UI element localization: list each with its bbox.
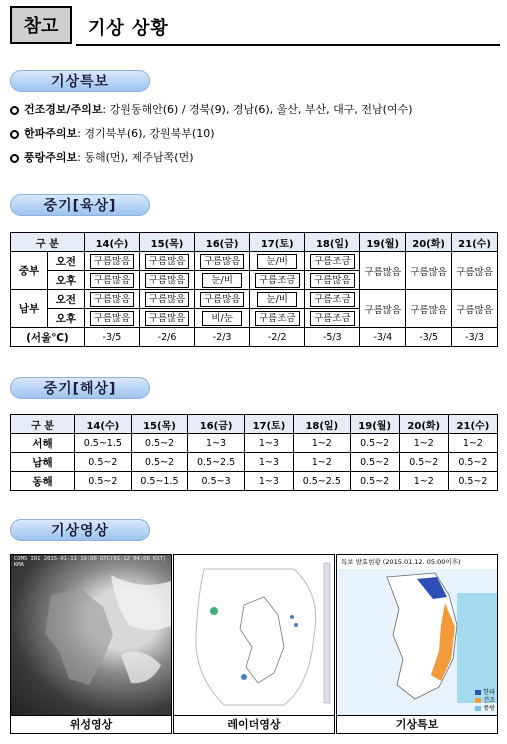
table-header-cell: 16(금) xyxy=(195,233,250,252)
table-header-cell: 구 분 xyxy=(11,415,75,434)
table-header-cell: 15(목) xyxy=(131,415,188,434)
warning-legend xyxy=(475,689,495,713)
warning-caption: 기상특보 xyxy=(336,716,498,734)
weather-cell: 구름조금 xyxy=(310,292,355,307)
wave-cell: 0.5~2 xyxy=(448,453,497,472)
weather-image-panel xyxy=(10,554,498,736)
warning-label: 건조경보/주의보 xyxy=(24,103,103,116)
satellite-image-label: COMS IR1 2015-01-11 19:00 UTC(01-12 04:00 KST) KMA xyxy=(14,556,167,568)
wave-cell: 0.5~2 xyxy=(448,472,497,491)
reference-tag: 참고 xyxy=(10,6,72,44)
wave-cell: 1~2 xyxy=(448,434,497,453)
table-header-row xyxy=(11,233,498,252)
table-header-cell: 15(목) xyxy=(139,233,194,252)
warning-item-dry xyxy=(10,98,413,122)
temp-cell: -2/2 xyxy=(250,328,305,347)
table-header-cell: 구 분 xyxy=(11,233,85,252)
section-land-forecast: 중기[육상] xyxy=(10,194,150,216)
warning-map-label: 특보 발효현황 (2015.01.12. 05:00이후) xyxy=(341,558,461,566)
radar-caption: 레이더영상 xyxy=(173,716,335,734)
weather-cell: 구름많음 xyxy=(310,273,355,288)
warning-label: 풍랑주의보 xyxy=(24,151,78,164)
table-header-cell: 21(수) xyxy=(448,415,497,434)
sea-name: 서해 xyxy=(11,434,75,453)
legend-swatch xyxy=(475,698,481,703)
warning-text: : 동해(먼), 제주남쪽(먼) xyxy=(77,151,194,164)
wave-cell: 1~3 xyxy=(244,472,293,491)
section-weather-images: 기상영상 xyxy=(10,519,150,541)
wave-cell: 1~3 xyxy=(188,434,245,453)
wave-cell: 0.5~2 xyxy=(75,453,132,472)
wave-cell: 1~2 xyxy=(293,453,350,472)
table-row xyxy=(11,453,498,472)
period-am: 오전 xyxy=(47,290,84,309)
sea-forecast-table xyxy=(10,414,498,491)
temp-cell: -3/4 xyxy=(360,328,406,347)
table-header-cell: 18(일) xyxy=(305,233,360,252)
wave-cell: 0.5~3 xyxy=(188,472,245,491)
table-header-cell: 17(토) xyxy=(244,415,293,434)
section-sea-forecast: 중기[해상] xyxy=(10,377,150,399)
table-header-cell: 18(일) xyxy=(293,415,350,434)
legend-label: 풍랑 xyxy=(483,705,495,712)
period-pm: 오후 xyxy=(47,271,84,290)
weather-cell: 눈/비 xyxy=(257,292,297,307)
region-south: 남부 xyxy=(11,290,48,328)
table-header-cell: 21(수) xyxy=(452,233,498,252)
period-pm: 오후 xyxy=(47,309,84,328)
table-header-cell: 20(화) xyxy=(406,233,452,252)
weather-cell: 구름많음 xyxy=(90,292,135,307)
weather-cell: 구름많음 xyxy=(145,311,190,326)
temp-cell: -5/3 xyxy=(305,328,360,347)
temp-cell: -3/5 xyxy=(84,328,139,347)
wave-cell: 0.5~2.5 xyxy=(293,472,350,491)
warning-label: 한파주의보 xyxy=(24,127,78,140)
wave-cell: 0.5~1.5 xyxy=(131,472,188,491)
wave-cell: 0.5~2 xyxy=(350,434,399,453)
temp-cell: -3/3 xyxy=(452,328,498,347)
wave-cell: 0.5~2 xyxy=(350,453,399,472)
table-header-cell: 14(수) xyxy=(75,415,132,434)
weather-cell: 구름많음 xyxy=(90,254,135,269)
wave-cell: 1~3 xyxy=(244,434,293,453)
weather-cell: 구름조금 xyxy=(255,311,300,326)
bullet-ring-icon xyxy=(10,130,19,139)
weather-cell: 구름많음 xyxy=(90,273,135,288)
sea-name: 남해 xyxy=(11,453,75,472)
header-divider xyxy=(76,44,500,46)
land-forecast-table xyxy=(10,232,498,347)
wave-cell: 0.5~2 xyxy=(75,472,132,491)
table-header-cell: 16(금) xyxy=(188,415,245,434)
wave-cell: 0.5~2 xyxy=(350,472,399,491)
table-header-cell: 14(수) xyxy=(84,233,139,252)
wave-cell: 1~3 xyxy=(244,453,293,472)
legend-swatch xyxy=(475,706,481,711)
wave-cell: 1~2 xyxy=(399,434,448,453)
wave-cell: 0.5~2 xyxy=(131,434,188,453)
table-row xyxy=(11,434,498,453)
satellite-caption: 위성영상 xyxy=(10,716,172,734)
table-header-cell: 19(월) xyxy=(350,415,399,434)
wave-cell: 1~2 xyxy=(399,472,448,491)
weather-cell: 구름많음 xyxy=(360,252,406,290)
weather-cell: 구름조금 xyxy=(255,273,300,288)
temp-cell: -2/6 xyxy=(139,328,194,347)
table-header-cell: 19(월) xyxy=(360,233,406,252)
weather-cell: 구름조금 xyxy=(310,254,355,269)
warning-map-icon xyxy=(337,555,498,716)
page-header xyxy=(10,6,500,46)
weather-cell: 눈/비 xyxy=(257,254,297,269)
section-special-warning: 기상특보 xyxy=(10,70,150,92)
weather-cell: 비/눈 xyxy=(202,311,242,326)
bullet-ring-icon xyxy=(10,154,19,163)
weather-cell: 구름조금 xyxy=(310,311,355,326)
warning-list xyxy=(10,98,413,170)
legend-swatch xyxy=(475,690,481,695)
table-row xyxy=(11,290,498,309)
weather-cell: 구름많음 xyxy=(145,292,190,307)
warning-item-wave xyxy=(10,146,413,170)
table-header-cell: 20(화) xyxy=(399,415,448,434)
table-row xyxy=(11,328,498,347)
table-row xyxy=(11,252,498,271)
temp-label: (서울℃) xyxy=(11,328,85,347)
warning-item-cold xyxy=(10,122,413,146)
bullet-ring-icon xyxy=(10,106,19,115)
radar-image[interactable] xyxy=(173,554,335,716)
weather-cell: 구름많음 xyxy=(452,252,498,290)
weather-cell: 구름많음 xyxy=(406,252,452,290)
wave-cell: 0.5~2.5 xyxy=(188,453,245,472)
sea-name: 동해 xyxy=(11,472,75,491)
warning-text: : 강원동해안(6) / 경북(9), 경남(6), 울산, 부산, 대구, 전남(여수) xyxy=(102,103,413,116)
weather-cell: 구름많음 xyxy=(145,273,190,288)
legend-label: 건조 xyxy=(483,697,495,704)
weather-cell: 구름많음 xyxy=(200,254,245,269)
warning-map-image[interactable] xyxy=(336,554,498,716)
weather-cell: 구름많음 xyxy=(90,311,135,326)
satellite-map-icon xyxy=(11,555,172,716)
temp-cell: -2/3 xyxy=(195,328,250,347)
wave-cell: 1~2 xyxy=(293,434,350,453)
weather-cell: 구름많음 xyxy=(145,254,190,269)
table-header-cell: 17(토) xyxy=(250,233,305,252)
weather-cell: 눈/비 xyxy=(202,273,242,288)
satellite-image[interactable] xyxy=(10,554,172,716)
page-title: 기상 상황 xyxy=(88,18,169,39)
temp-cell: -3/5 xyxy=(406,328,452,347)
wave-cell: 0.5~2 xyxy=(131,453,188,472)
table-header-row xyxy=(11,415,498,434)
radar-map-icon xyxy=(174,555,335,716)
weather-cell: 구름많음 xyxy=(360,290,406,328)
wave-cell: 0.5~2 xyxy=(399,453,448,472)
region-central: 중부 xyxy=(11,252,48,290)
period-am: 오전 xyxy=(47,252,84,271)
weather-cell: 구름많음 xyxy=(200,292,245,307)
warning-text: : 경기북부(6), 강원북부(10) xyxy=(77,127,215,140)
wave-cell: 0.5~1.5 xyxy=(75,434,132,453)
weather-cell: 구름많음 xyxy=(452,290,498,328)
weather-cell: 구름많음 xyxy=(406,290,452,328)
legend-label: 한파 xyxy=(483,689,495,696)
table-row xyxy=(11,472,498,491)
